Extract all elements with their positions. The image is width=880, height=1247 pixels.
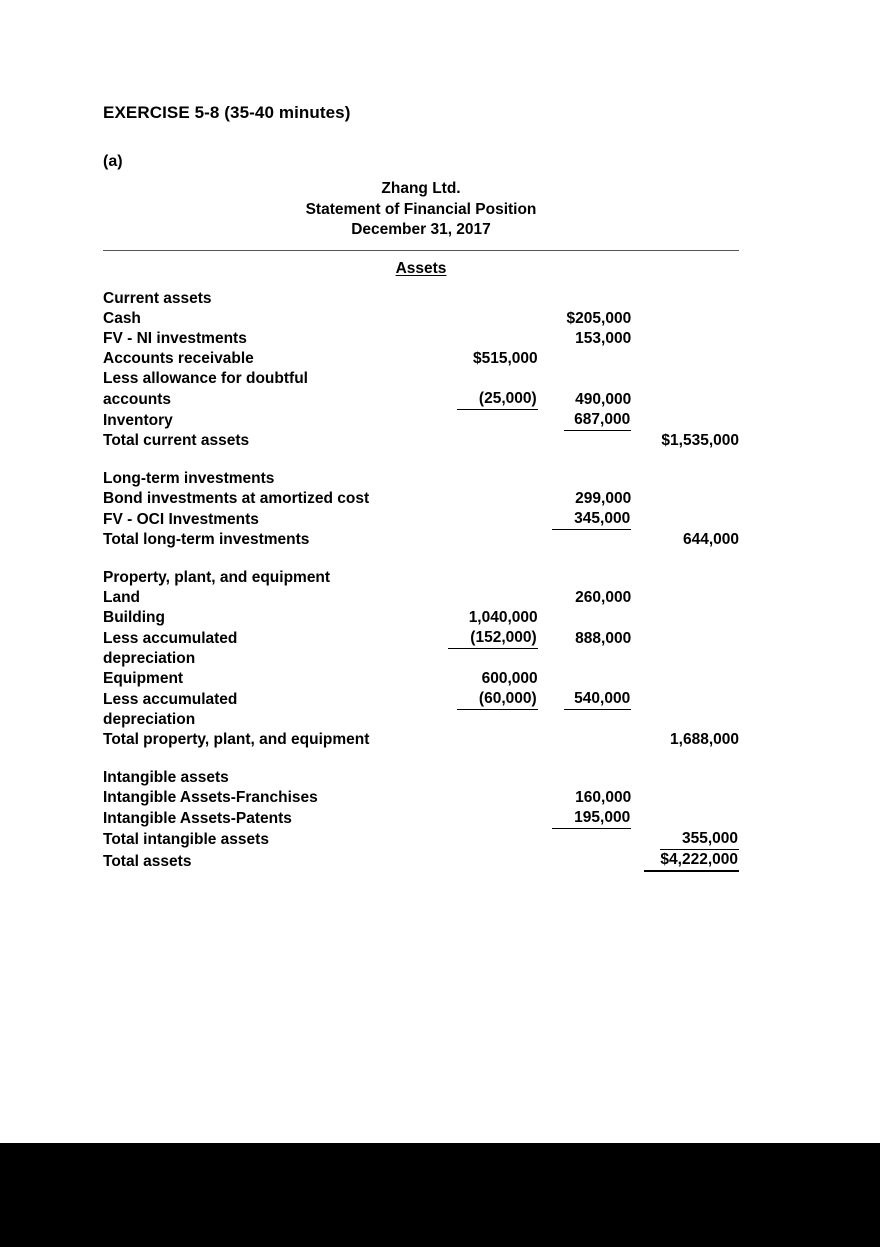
cell-col1 xyxy=(432,628,537,649)
row-label-total-intangible-assets: Total intangible assets xyxy=(103,830,269,848)
table-row xyxy=(103,431,739,451)
cell-col2: 153,000 xyxy=(575,329,632,347)
cell-col3 xyxy=(631,710,739,730)
header-divider xyxy=(103,250,739,251)
cell-col1 xyxy=(432,808,537,829)
cell-col2 xyxy=(538,568,632,588)
row-label-total-long-term-investments: Total long-term investments xyxy=(103,530,310,548)
cell-col2 xyxy=(538,289,632,309)
row-label-fv-oci-investments: FV - OCI Investments xyxy=(103,510,259,528)
cell-col2 xyxy=(538,469,632,489)
cell-col2 xyxy=(538,669,632,689)
cell-col3 xyxy=(631,389,739,410)
cell-col1: 1,040,000 xyxy=(468,608,538,626)
cell-col1 xyxy=(432,710,537,730)
table-row xyxy=(103,329,739,349)
cell-col1-value: (25,000) xyxy=(457,390,538,410)
section-heading-long-term-investments: Long-term investments xyxy=(103,469,275,487)
table-row xyxy=(103,788,739,808)
spacer-cell xyxy=(538,750,632,768)
row-label-total-assets: Total assets xyxy=(103,852,192,870)
spacer-cell xyxy=(103,550,432,568)
cell-col3: 1,688,000 xyxy=(670,730,739,748)
cell-col1 xyxy=(432,329,537,349)
cell-col3 xyxy=(631,808,739,829)
row-label-intangible-franchises: Intangible Assets-Franchises xyxy=(103,788,318,806)
cell-col2: 160,000 xyxy=(575,788,632,806)
cell-col3 xyxy=(631,689,739,710)
table-row xyxy=(103,509,739,530)
table-row xyxy=(103,628,739,649)
spacer-cell xyxy=(631,550,739,568)
cell-col3 xyxy=(631,289,739,309)
row-label-less-allowance-doubtful: Less allowance for doubtful xyxy=(103,369,308,387)
table-row xyxy=(103,410,739,431)
row-label-bond-investments: Bond investments at amortized cost xyxy=(103,489,370,507)
cell-col1 xyxy=(432,649,537,669)
cell-col1 xyxy=(432,730,537,750)
spacer-cell xyxy=(631,750,739,768)
spacer-cell xyxy=(432,451,537,469)
cell-col2-value: 345,000 xyxy=(552,510,631,530)
table-row xyxy=(103,289,739,309)
cell-col1-value: (152,000) xyxy=(448,629,537,649)
section-spacer xyxy=(103,451,739,469)
table-row xyxy=(103,588,739,608)
cell-col1 xyxy=(432,568,537,588)
cell-col3 xyxy=(631,588,739,608)
row-label-depreciation-wrap-equipment: depreciation xyxy=(103,710,196,728)
table-row xyxy=(103,689,739,710)
section-spacer xyxy=(103,550,739,568)
row-label-total-current-assets: Total current assets xyxy=(103,431,250,449)
cell-col1 xyxy=(432,689,537,710)
cell-col3-value: $4,222,000 xyxy=(644,851,739,872)
spacer-cell xyxy=(432,550,537,568)
cell-col2: $205,000 xyxy=(566,309,632,327)
cell-col3 xyxy=(631,509,739,530)
cell-col2 xyxy=(538,530,632,550)
statement-header xyxy=(103,179,739,241)
cell-col3 xyxy=(631,369,739,389)
cell-col3 xyxy=(631,329,739,349)
spacer-cell xyxy=(103,451,432,469)
cell-col3 xyxy=(631,608,739,628)
row-label-land: Land xyxy=(103,588,141,606)
section-heading-intangible-assets: Intangible assets xyxy=(103,768,229,786)
exercise-title: EXERCISE 5-8 (35-40 minutes) xyxy=(103,103,351,122)
cell-col3 xyxy=(631,349,739,369)
row-label-less-accumulated-equipment: Less accumulated xyxy=(103,690,238,708)
cell-col2 xyxy=(538,349,632,369)
section-heading-ppe: Property, plant, and equipment xyxy=(103,568,331,586)
document-content xyxy=(103,103,739,872)
cell-col2 xyxy=(538,710,632,730)
cell-col2 xyxy=(538,829,632,850)
cell-col1: 600,000 xyxy=(481,669,538,687)
cell-col2 xyxy=(538,369,632,389)
cell-col1 xyxy=(432,289,537,309)
cell-col3 xyxy=(631,489,739,509)
cell-col2 xyxy=(538,509,632,530)
section-heading-current-assets: Current assets xyxy=(103,289,212,307)
cell-col2: 490,000 xyxy=(575,390,632,408)
cell-col2 xyxy=(538,850,632,872)
cell-col2-value: 540,000 xyxy=(564,690,631,710)
cell-col1 xyxy=(432,369,537,389)
cell-col2 xyxy=(538,808,632,829)
table-row xyxy=(103,808,739,829)
cell-col2-value: 195,000 xyxy=(552,809,631,829)
table-row xyxy=(103,389,739,410)
cell-col3 xyxy=(631,568,739,588)
table-row xyxy=(103,349,739,369)
cell-col3-value: 355,000 xyxy=(660,830,739,850)
cell-col1 xyxy=(432,530,537,550)
table-row xyxy=(103,469,739,489)
section-spacer xyxy=(103,750,739,768)
cell-col3 xyxy=(631,469,739,489)
cell-col1 xyxy=(432,489,537,509)
spacer-cell xyxy=(103,750,432,768)
table-row xyxy=(103,649,739,669)
part-label: (a) xyxy=(103,153,123,170)
cell-col2: 260,000 xyxy=(575,588,632,606)
cell-col3 xyxy=(631,850,739,872)
cell-col3 xyxy=(631,768,739,788)
table-row xyxy=(103,669,739,689)
cell-col2-value: 687,000 xyxy=(564,411,631,431)
cell-col2 xyxy=(538,608,632,628)
cell-col3 xyxy=(631,788,739,808)
table-row xyxy=(103,710,739,730)
table-row xyxy=(103,369,739,389)
table-row xyxy=(103,489,739,509)
row-label-accounts-wrap: accounts xyxy=(103,390,172,408)
cell-col3 xyxy=(631,669,739,689)
company-name: Zhang Ltd. xyxy=(381,180,461,197)
statement-date: December 31, 2017 xyxy=(351,221,491,238)
table-row xyxy=(103,829,739,850)
row-label-cash: Cash xyxy=(103,309,141,327)
row-label-total-ppe: Total property, plant, and equipment xyxy=(103,730,370,748)
cell-col2 xyxy=(538,689,632,710)
cell-col2: 888,000 xyxy=(575,629,632,647)
row-label-depreciation-wrap-building: depreciation xyxy=(103,649,196,667)
assets-section-heading xyxy=(103,260,739,278)
spacer-cell xyxy=(631,451,739,469)
cell-col1 xyxy=(432,509,537,530)
cell-col1-value: (60,000) xyxy=(457,690,538,710)
cell-col2 xyxy=(538,730,632,750)
cell-col1 xyxy=(432,410,537,431)
spacer-cell xyxy=(538,451,632,469)
row-label-intangible-patents: Intangible Assets-Patents xyxy=(103,809,292,827)
table-row xyxy=(103,850,739,872)
cell-col1 xyxy=(432,829,537,850)
table-row xyxy=(103,309,739,329)
table-row xyxy=(103,608,739,628)
cell-col2 xyxy=(538,410,632,431)
cell-col1 xyxy=(432,850,537,872)
table-row xyxy=(103,768,739,788)
cell-col1 xyxy=(432,309,537,329)
cell-col2: 299,000 xyxy=(575,489,632,507)
row-label-inventory: Inventory xyxy=(103,411,173,429)
row-label-fv-ni-investments: FV - NI investments xyxy=(103,329,247,347)
cell-col3: $1,535,000 xyxy=(661,431,739,449)
spacer-cell xyxy=(432,750,537,768)
cell-col3 xyxy=(631,649,739,669)
spacer-cell xyxy=(538,550,632,568)
cell-col1 xyxy=(432,389,537,410)
statement-title: Statement of Financial Position xyxy=(305,200,537,218)
assets-section-heading-label: Assets xyxy=(395,259,447,277)
cell-col2 xyxy=(538,768,632,788)
cell-col2 xyxy=(538,431,632,451)
cell-col2 xyxy=(538,649,632,669)
row-label-equipment: Equipment xyxy=(103,669,184,687)
cell-col3: 644,000 xyxy=(682,530,739,548)
cell-col3 xyxy=(631,829,739,850)
page-bottom-black-bar xyxy=(0,1143,880,1247)
cell-col1 xyxy=(432,788,537,808)
cell-col1 xyxy=(432,469,537,489)
table-row xyxy=(103,530,739,550)
row-label-building: Building xyxy=(103,608,165,626)
table-row xyxy=(103,730,739,750)
cell-col1: $515,000 xyxy=(473,349,538,367)
row-label-less-accumulated-building: Less accumulated xyxy=(103,629,238,647)
cell-col1 xyxy=(432,768,537,788)
cell-col3 xyxy=(631,309,739,329)
cell-col1 xyxy=(432,431,537,451)
cell-col1 xyxy=(432,588,537,608)
cell-col3 xyxy=(631,410,739,431)
statement-table xyxy=(103,289,739,872)
row-label-accounts-receivable: Accounts receivable xyxy=(103,349,254,367)
cell-col3 xyxy=(631,628,739,649)
table-row xyxy=(103,568,739,588)
